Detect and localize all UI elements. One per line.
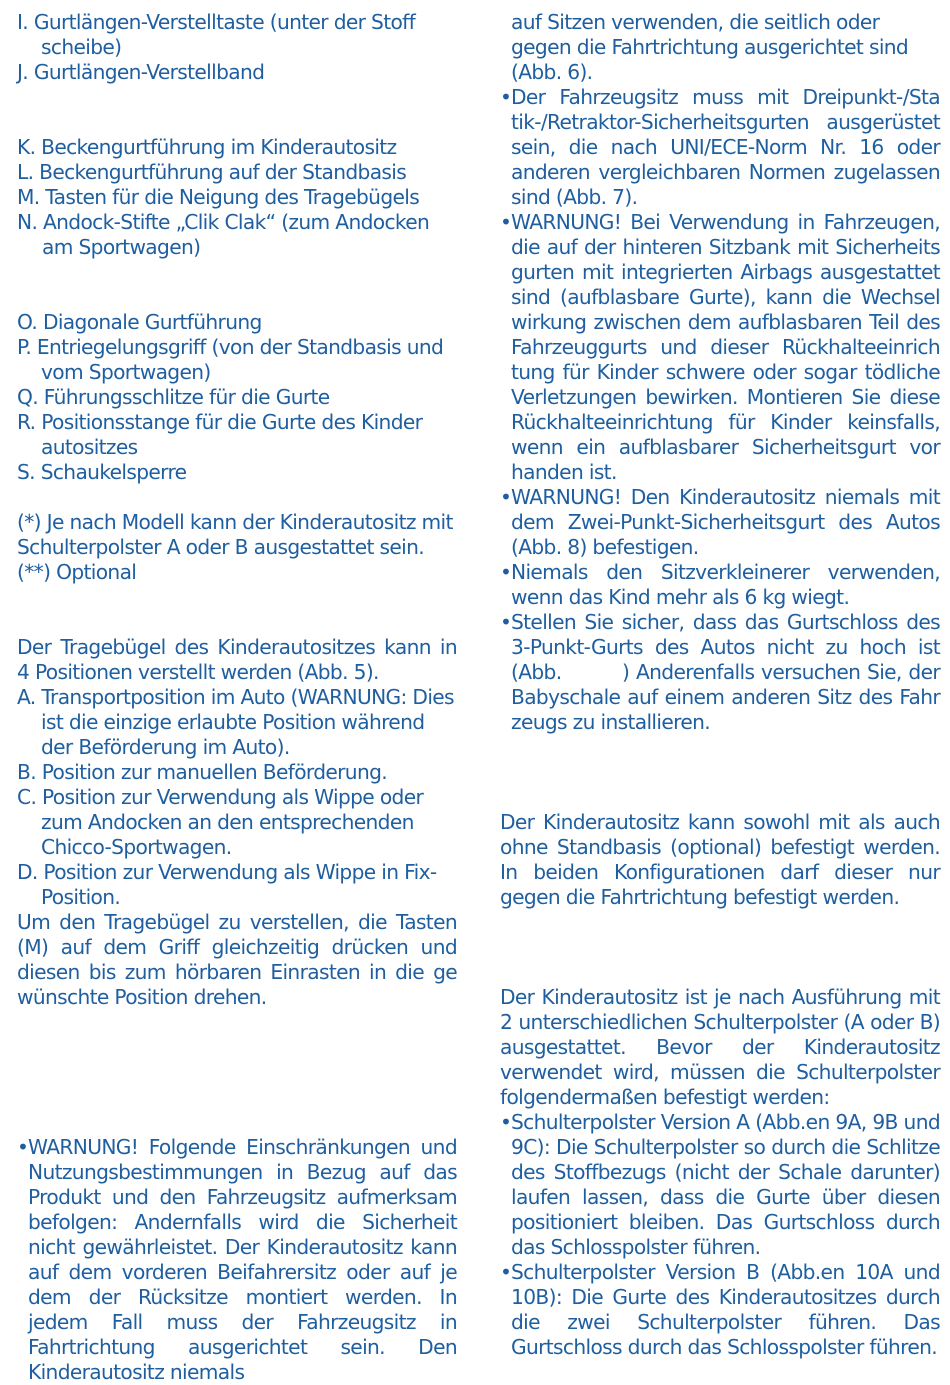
parts-item-r: R. Positionsstange für die Gurte des Kinder autositzes — [17, 410, 423, 459]
parts-item-q: Q. Führungsschlitze für die Gurte — [17, 385, 330, 409]
safety-bullet-list — [500, 85, 946, 735]
handle-intro: Der Tragebügel des Kinderautositzes kann in 4 Positionen verstellt werden (Abb. 5). — [17, 635, 457, 684]
note-optional: (**) Optional — [17, 560, 137, 584]
handle-instruction: Um den Tragebügel zu verstellen, die Tasten (M) auf dem Griff gleichzeitig drücken und diesen bis zum hörbaren Einrasten in die ge wünschte Position drehen. — [17, 910, 457, 1009]
bullet-icon: • — [500, 485, 512, 509]
parts-item-p: P. Entriegelungsgriff (von der Standbasis und vom Sportwagen) — [17, 335, 444, 384]
handle-position-a: A. Transportposition im Auto (WARNUNG: Dies ist die einzige erlaubte Position während der Beförderung im Auto). — [17, 685, 454, 759]
warning-seat-restrictions-continued: auf Sitzen verwenden, die seitlich oder gegen die Fahrtrichtung ausgerichtet sind (Abb. 6). — [511, 10, 909, 84]
bullet-buckle-height: •Stellen Sie sicher, dass das Gurtschloss des 3-Punkt-Gurts des Autos nicht zu hoch ist (Abb. ) Anderenfalls versuchen Sie, der Babyschale auf einem anderen Sitz des Fahr zeugs zu installieren. — [500, 610, 946, 734]
parts-item-n: N. Andock-Stifte „Clik Clak“ (zum Andocken am Sportwagen) — [17, 210, 430, 259]
warning-seat-restrictions: •WARNUNG! Folgende Einschränkungen und Nutzungsbestimmungen in Bezug auf das Produkt und den Fahrzeugsitz aufmerksam befolgen: Andernfalls wird die Sicherheit nicht gewährleistet. Der Kinderautositz kann auf dem vorderen Beifahrersitz oder auf je dem der Rücksitze montiert werden. In jedem Fall muss der Fahrzeugsitz in Fahrtrichtung ausgerichtet sein. Den Kinderautositz niemals — [17, 1135, 457, 1384]
left-column — [17, 10, 457, 1385]
bullet-icon: • — [500, 1110, 512, 1134]
parts-item-k: K. Beckengurtführung im Kinderautositz — [17, 135, 397, 159]
bullet-icon: • — [500, 1260, 512, 1284]
parts-item-s: S. Schaukelsperre — [17, 460, 187, 484]
parts-item-m: M. Tasten für die Neigung des Tragebügels — [17, 185, 420, 209]
handle-position-d: D. Position zur Verwendung als Wippe in Fix-Position. — [17, 860, 437, 909]
parts-item-j: J. Gurtlängen-Verstellband — [17, 60, 265, 84]
shoulder-pad-intro: Der Kinderautositz ist je nach Ausführung mit 2 unterschiedlichen Schulterpolster (A oder B) ausgestattet. Bevor der Kinderautositz verwendet wird, müssen die Schulterpolster folgendermaßen befestigt werden: — [500, 985, 940, 1109]
right-column — [500, 10, 946, 1360]
handle-position-b: B. Position zur manuellen Beförderung. — [17, 760, 388, 784]
parts-list-3 — [17, 310, 457, 485]
note-model: (*) Je nach Modell kann der Kinderautositz mit Schulterpolster A oder B ausgestattet sein. — [17, 510, 453, 559]
bullet-two-point-warning: •WARNUNG! Den Kinderautositz niemals mit dem Zwei-Punkt-Sicherheitsgurt des Autos (Abb. 8) befestigen. — [500, 485, 940, 559]
shoulder-pad-version-a: •Schulterpolster Version A (Abb.en 9A, 9B und 9C): Die Schulterpolster so durch die Schlitze des Stoffbezugs (nicht der Schale darunter) laufen lassen, dass die Gurte über diesen positioniert bleiben. Das Gurtschloss durch das Schlosspolster führen. — [500, 1110, 940, 1259]
bullet-seat-reducer: •Niemals den Sitzverkleinerer verwenden, wenn das Kind mehr als 6 kg wiegt. — [500, 560, 940, 609]
bullet-icon: • — [500, 560, 512, 584]
shoulder-pad-version-b: •Schulterpolster Version B (Abb.en 10A und 10B): Die Gurte des Kinderautositzes durch die zwei Schulterpolster führen. Das Gurtschloss durch das Schlosspolster führen. — [500, 1260, 940, 1359]
bullet-icon: • — [500, 85, 512, 109]
parts-item-o: O. Diagonale Gurtführung — [17, 310, 262, 334]
parts-item-i: I. Gurtlängen-Verstelltaste (unter der Stoff scheibe) — [17, 10, 416, 59]
bullet-airbag-warning: •WARNUNG! Bei Verwendung in Fahrzeugen, die auf der hinteren Sitzbank mit Sicherheits gurten mit integrierten Airbags ausgestattet sind (aufblasbare Gurte), kann die Wechsel wirkung zwischen dem aufblasbaren Teil des Fahrzeuggurts und dieser Rückhalteeinrich tung für Kinder schwere oder sogar tödliche Verletzungen bewirken. Montieren Sie diese Rückhalteeinrichtung für Kinder keinsfalls, wenn ein aufblasbarer Sicherheitsgurt vor handen ist. — [500, 210, 940, 484]
handle-position-c: C. Position zur Verwendung als Wippe oder zum Andocken an den entsprechenden Chicco-Sportwagen. — [17, 785, 424, 859]
bullet-icon: • — [17, 1135, 29, 1159]
parts-item-l: L. Beckengurtführung auf der Standbasis — [17, 160, 407, 184]
standbase-paragraph: Der Kinderautositz kann sowohl mit als auch ohne Standbasis (optional) befestigt werden. In beiden Konfigurationen darf dieser nur gegen die Fahrtrichtung befestigt werden. — [500, 810, 940, 909]
shoulder-pad-list — [500, 1110, 940, 1360]
bullet-icon: • — [500, 610, 512, 634]
bullet-icon: • — [500, 210, 512, 234]
bullet-three-point-belt: •Der Fahrzeugsitz muss mit Dreipunkt-/Sta tik-/Retraktor-Sicherheitsgurten ausgerüstet sein, die nach UNI/ECE-Norm Nr. 16 oder anderen vergleichbaren Normen zugelassen sind (Abb. 7). — [500, 85, 940, 209]
handle-position-list — [17, 685, 457, 910]
parts-list-1 — [17, 10, 457, 85]
parts-list-2 — [17, 135, 457, 260]
